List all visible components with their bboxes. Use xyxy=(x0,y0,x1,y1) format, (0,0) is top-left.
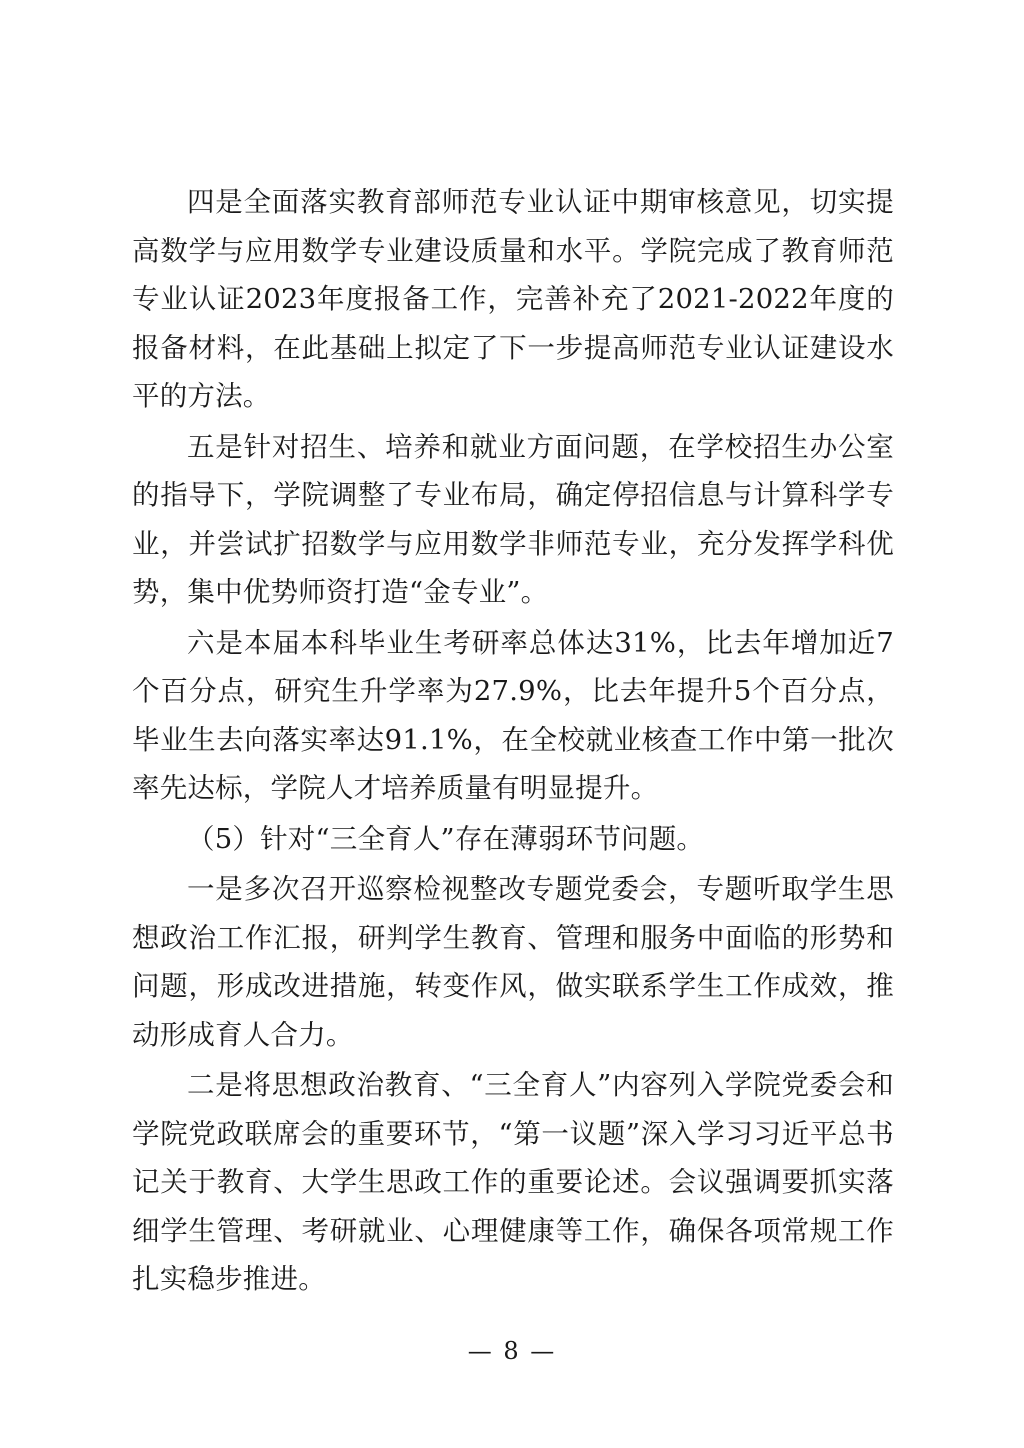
paragraph: 五是针对招生、培养和就业方面问题，在学校招生办公室的指导下，学院调整了专业布局，确定停招信息与计算科学专业，并尝试扩招数学与应用数学非师范专业，充分发挥学科优势，集中优势师资打造“金专业”。 xyxy=(132,430,894,608)
paragraph: （5）针对“三全育人”存在薄弱环节问题。 xyxy=(187,822,705,855)
page-body xyxy=(132,178,894,1306)
paragraph: 四是全面落实教育部师范专业认证中期审核意见，切实提高数学与应用数学专业建设质量和水平。学院完成了教育师范专业认证2023年度报备工作，完善补充了2021-2022年度的报备材料，在此基础上拟定了下一步提高师范专业认证建设水平的方法。 xyxy=(132,186,894,412)
paragraph: 一是多次召开巡察检视整改专题党委会，专题听取学生思想政治工作汇报，研判学生教育、管理和服务中面临的形势和问题，形成改进措施，转变作风，做实联系学生工作成效，推动形成育人合力。 xyxy=(132,873,894,1051)
paragraph: 六是本届本科毕业生考研率总体达31%，比去年增加近7个百分点，研究生升学率为27.9%，比去年提升5个百分点，毕业生去向落实率达91.1%，在全校就业核查工作中第一批次率先达标，学院人才培养质量有明显提升。 xyxy=(132,626,894,804)
page-number: — 8 — xyxy=(467,1337,557,1365)
paragraph: 二是将思想政治教育、“三全育人”内容列入学院党委会和学院党政联席会的重要环节，“第一议题”深入学习习近平总书记关于教育、大学生思政工作的重要论述。会议强调要抓实落细学生管理、考研就业、心理健康等工作，确保各项常规工作扎实稳步推进。 xyxy=(132,1069,894,1295)
